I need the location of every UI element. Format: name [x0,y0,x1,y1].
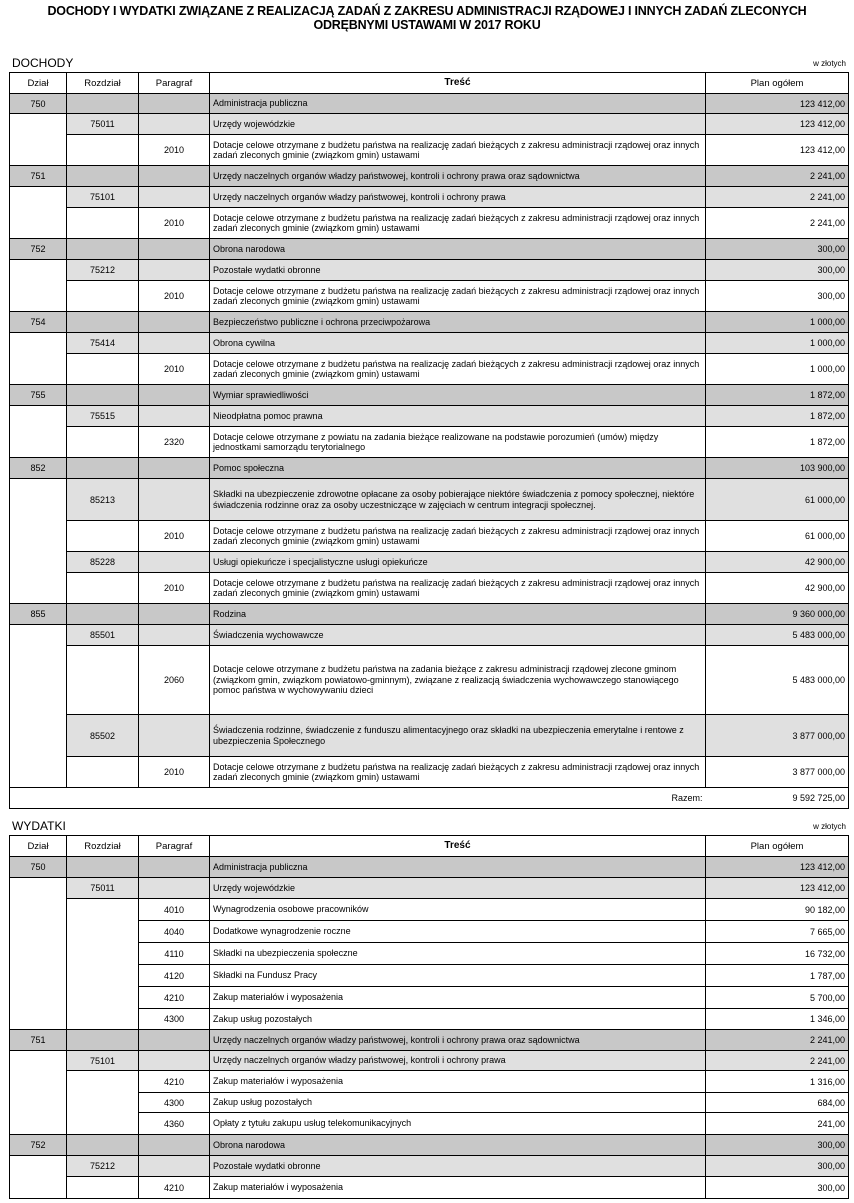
cell-paragraf [139,857,210,878]
cell-tresc: Nieodpłatna pomoc prawna [210,406,706,427]
cell-rozdzial [67,385,139,406]
dochody-header-row [10,73,849,94]
cell-paragraf [139,406,210,427]
cell-rozdzial [67,965,139,987]
cell-tresc: Dotacje celowe otrzymane z budżetu państwa na realizację zadań bieżących z zakresu administracji rządowej oraz innych zadań zleconych gminie (związkom gmin) ustawami [210,135,706,166]
cell-plan: 300,00 [706,239,849,260]
cell-rozdzial [67,857,139,878]
cell-plan: 123 412,00 [706,878,849,899]
table-row [10,943,849,965]
cell-rozdzial [67,521,139,552]
cell-rozdzial: 75101 [67,187,139,208]
cell-dzial: 754 [10,312,67,333]
cell-dzial [10,943,67,965]
cell-tresc: Pomoc społeczna [210,458,706,479]
cell-rozdzial: 75515 [67,406,139,427]
cell-tresc: Urzędy naczelnych organów władzy państwowej, kontroli i ochrony prawa oraz sądownictwa [210,1030,706,1051]
total-label: Razem: [10,788,706,809]
cell-rozdzial [67,1009,139,1030]
cell-plan: 2 241,00 [706,208,849,239]
cell-rozdzial: 75011 [67,878,139,899]
cell-rozdzial [67,1030,139,1051]
table-row [10,427,849,458]
column-header-paragraf: Paragraf [139,73,210,94]
cell-rozdzial [67,166,139,187]
cell-paragraf [139,604,210,625]
cell-rozdzial: 75212 [67,260,139,281]
cell-paragraf: 2060 [139,646,210,715]
cell-paragraf [139,458,210,479]
table-row [10,1156,849,1177]
cell-paragraf [139,878,210,899]
cell-rozdzial [67,94,139,114]
cell-tresc: Dotacje celowe otrzymane z budżetu państwa na realizację zadań bieżących z zakresu administracji rządowej oraz innych zadań zleconych gminie (związkom gmin) ustawami [210,208,706,239]
wydatki-header-row [10,836,849,857]
table-row [10,757,849,788]
cell-paragraf [139,1030,210,1051]
cell-paragraf [139,1135,210,1156]
cell-rozdzial [67,312,139,333]
cell-rozdzial [67,943,139,965]
cell-rozdzial [67,458,139,479]
cell-plan: 241,00 [706,1113,849,1135]
table-row [10,921,849,943]
cell-plan: 684,00 [706,1093,849,1113]
cell-plan: 1 000,00 [706,333,849,354]
cell-plan: 1 872,00 [706,406,849,427]
table-row [10,878,849,899]
cell-rozdzial [67,427,139,458]
table-row [10,1135,849,1156]
cell-plan: 1 000,00 [706,312,849,333]
cell-plan: 61 000,00 [706,479,849,521]
cell-plan: 3 877 000,00 [706,715,849,757]
cell-dzial [10,715,67,757]
cell-dzial [10,1177,67,1199]
cell-tresc: Składki na ubezpieczenia społeczne [210,943,706,965]
cell-rozdzial: 85213 [67,479,139,521]
cell-paragraf: 2320 [139,427,210,458]
cell-rozdzial [67,239,139,260]
cell-rozdzial: 75101 [67,1051,139,1071]
cell-plan: 1 316,00 [706,1071,849,1093]
cell-rozdzial [67,1135,139,1156]
cell-paragraf [139,715,210,757]
table-row [10,1030,849,1051]
cell-tresc: Urzędy naczelnych organów władzy państwowej, kontroli i ochrony prawa [210,187,706,208]
cell-rozdzial [67,604,139,625]
cell-paragraf [139,385,210,406]
cell-tresc: Rodzina [210,604,706,625]
table-row [10,521,849,552]
cell-plan: 300,00 [706,1135,849,1156]
wydatki-unit-label: w złotych [813,822,846,831]
table-row [10,573,849,604]
cell-plan: 1 872,00 [706,385,849,406]
cell-rozdzial [67,573,139,604]
cell-dzial [10,878,67,899]
cell-plan: 5 483 000,00 [706,625,849,646]
cell-paragraf [139,166,210,187]
cell-tresc: Opłaty z tytułu zakupu usług telekomunikacyjnych [210,1113,706,1135]
document-title-line-1: DOCHODY I WYDATKI ZWIĄZANE Z REALIZACJĄ ZADAŃ Z ZAKRESU ADMINISTRACJI RZĄDOWEJ I INNYCH ZADAŃ ZLECONYCH [47,4,807,18]
cell-dzial [10,757,67,788]
cell-rozdzial [67,1071,139,1093]
cell-tresc: Dotacje celowe otrzymane z budżetu państwa na realizację zadań bieżących z zakresu administracji rządowej oraz innych zadań zleconych gminie (związkom gmin) ustawami [210,281,706,312]
column-header-rozdzial: Rozdział [67,73,139,94]
cell-plan: 2 241,00 [706,1051,849,1071]
cell-tresc: Dodatkowe wynagrodzenie roczne [210,921,706,943]
table-row [10,987,849,1009]
cell-paragraf [139,312,210,333]
table-row [10,281,849,312]
cell-dzial [10,187,67,208]
cell-dzial [10,260,67,281]
table-row [10,385,849,406]
cell-tresc: Usługi opiekuńcze i specjalistyczne usługi opiekuńcze [210,552,706,573]
table-row [10,857,849,878]
table-row [10,1071,849,1093]
cell-plan: 1 000,00 [706,354,849,385]
cell-rozdzial [67,281,139,312]
cell-tresc: Dotacje celowe otrzymane z budżetu państwa na realizację zadań bieżących z zakresu administracji rządowej oraz innych zadań zleconych gminie (związkom gmin) ustawami [210,757,706,788]
cell-paragraf: 4300 [139,1093,210,1113]
table-row [10,899,849,921]
table-row [10,604,849,625]
cell-plan: 9 360 000,00 [706,604,849,625]
table-row [10,1051,849,1071]
cell-tresc: Urzędy naczelnych organów władzy państwowej, kontroli i ochrony prawa oraz sądownictwa [210,166,706,187]
cell-paragraf: 2010 [139,135,210,166]
cell-dzial [10,135,67,166]
cell-tresc: Świadczenia wychowawcze [210,625,706,646]
dochody-section-header [9,54,848,70]
cell-plan: 2 241,00 [706,166,849,187]
cell-plan: 123 412,00 [706,114,849,135]
cell-dzial [10,114,67,135]
cell-plan: 2 241,00 [706,1030,849,1051]
cell-dzial [10,1051,67,1071]
cell-dzial: 852 [10,458,67,479]
cell-dzial: 752 [10,1135,67,1156]
cell-tresc: Zakup usług pozostałych [210,1093,706,1113]
cell-paragraf: 2010 [139,208,210,239]
cell-dzial [10,921,67,943]
cell-paragraf: 2010 [139,354,210,385]
cell-dzial [10,899,67,921]
table-row [10,625,849,646]
table-row [10,1113,849,1135]
table-row [10,333,849,354]
cell-dzial [10,427,67,458]
table-row [10,208,849,239]
cell-paragraf [139,187,210,208]
cell-paragraf [139,625,210,646]
table-row [10,1093,849,1113]
cell-plan: 5 700,00 [706,987,849,1009]
cell-tresc: Obrona narodowa [210,239,706,260]
cell-tresc: Dotacje celowe otrzymane z powiatu na zadania bieżące realizowane na podstawie porozumień (umów) między jednostkami samorządu terytorialnego [210,427,706,458]
cell-plan: 90 182,00 [706,899,849,921]
dochody-unit-label: w złotych [813,59,846,68]
cell-paragraf: 4300 [139,1009,210,1030]
table-row [10,552,849,573]
cell-dzial [10,965,67,987]
cell-paragraf [139,260,210,281]
cell-paragraf: 4010 [139,899,210,921]
table-row [10,458,849,479]
dochody-table [9,72,849,809]
cell-plan: 3 877 000,00 [706,757,849,788]
cell-plan: 123 412,00 [706,857,849,878]
cell-tresc: Dotacje celowe otrzymane z budżetu państwa na zadania bieżące z zakresu administracji rządowej zlecone gminom (związkom gmin, związkom powiatowo-gminnym), związane z realizacją świadczenia wychowawczego stanowiącego pomoc państwa w wychowywaniu dzieci [210,646,706,715]
cell-rozdzial [67,921,139,943]
cell-tresc: Urzędy wojewódzkie [210,878,706,899]
cell-rozdzial [67,899,139,921]
table-row [10,1177,849,1199]
table-row [10,114,849,135]
cell-paragraf [139,1156,210,1177]
table-row [10,406,849,427]
cell-rozdzial [67,757,139,788]
cell-dzial [10,281,67,312]
cell-paragraf: 2010 [139,757,210,788]
column-header-tresc: Treść [210,836,706,857]
cell-plan: 123 412,00 [706,135,849,166]
cell-rozdzial [67,135,139,166]
cell-tresc: Pozostałe wydatki obronne [210,260,706,281]
cell-dzial [10,1156,67,1177]
cell-paragraf: 4040 [139,921,210,943]
cell-tresc: Urzędy naczelnych organów władzy państwowej, kontroli i ochrony prawa [210,1051,706,1071]
cell-paragraf [139,479,210,521]
table-row [10,1009,849,1030]
cell-paragraf: 4210 [139,1071,210,1093]
cell-paragraf: 4360 [139,1113,210,1135]
cell-tresc: Zakup usług pozostałych [210,1009,706,1030]
cell-paragraf: 4210 [139,987,210,1009]
cell-tresc: Dotacje celowe otrzymane z budżetu państwa na realizację zadań bieżących z zakresu administracji rządowej oraz innych zadań zleconych gminie (związkom gmin) ustawami [210,354,706,385]
cell-dzial: 751 [10,166,67,187]
cell-plan: 300,00 [706,260,849,281]
cell-paragraf: 2010 [139,521,210,552]
cell-dzial: 750 [10,857,67,878]
cell-dzial [10,1113,67,1135]
table-row [10,715,849,757]
cell-rozdzial [67,354,139,385]
cell-plan: 61 000,00 [706,521,849,552]
cell-paragraf: 2010 [139,281,210,312]
table-row [10,646,849,715]
cell-tresc: Wymiar sprawiedliwości [210,385,706,406]
cell-dzial [10,573,67,604]
column-header-plan: Plan ogółem [706,73,849,94]
cell-paragraf: 2010 [139,573,210,604]
cell-tresc: Obrona narodowa [210,1135,706,1156]
cell-plan: 123 412,00 [706,94,849,114]
dochody-total-row [10,788,849,809]
document-title [0,4,854,32]
cell-rozdzial: 75414 [67,333,139,354]
cell-dzial [10,1093,67,1113]
cell-dzial [10,521,67,552]
cell-dzial [10,479,67,521]
cell-plan: 300,00 [706,281,849,312]
cell-rozdzial [67,208,139,239]
cell-tresc: Zakup materiałów i wyposażenia [210,1071,706,1093]
wydatki-section-title: WYDATKI [12,819,66,833]
cell-rozdzial [67,646,139,715]
cell-plan: 300,00 [706,1177,849,1199]
dochody-section-title: DOCHODY [12,56,74,70]
cell-plan: 1 872,00 [706,427,849,458]
cell-paragraf [139,239,210,260]
table-row [10,260,849,281]
cell-tresc: Dotacje celowe otrzymane z budżetu państwa na realizację zadań bieżących z zakresu administracji rządowej oraz innych zadań zleconych gminie (związkom gmin) ustawami [210,573,706,604]
total-value: 9 592 725,00 [706,788,849,809]
cell-tresc: Zakup materiałów i wyposażenia [210,1177,706,1199]
cell-dzial [10,646,67,715]
cell-rozdzial: 75212 [67,1156,139,1177]
cell-plan: 5 483 000,00 [706,646,849,715]
cell-paragraf [139,94,210,114]
column-header-paragraf: Paragraf [139,836,210,857]
cell-plan: 42 900,00 [706,573,849,604]
cell-dzial: 751 [10,1030,67,1051]
table-row [10,135,849,166]
cell-dzial [10,625,67,646]
cell-plan: 42 900,00 [706,552,849,573]
cell-paragraf: 4110 [139,943,210,965]
cell-dzial [10,552,67,573]
cell-tresc: Świadczenia rodzinne, świadczenie z funduszu alimentacyjnego oraz składki na ubezpieczenia emerytalne i rentowe z ubezpieczenia Społecznego [210,715,706,757]
cell-tresc: Składki na ubezpieczenie zdrowotne opłacane za osoby pobierające niektóre świadczenia z pomocy społecznej, niektóre świadczenia rodzinne oraz za osoby uczestniczące w zajęciach w centrum integracji społecznej. [210,479,706,521]
column-header-rozdzial: Rozdział [67,836,139,857]
cell-dzial [10,208,67,239]
cell-tresc: Składki na Fundusz Pracy [210,965,706,987]
cell-dzial [10,406,67,427]
cell-dzial: 750 [10,94,67,114]
cell-dzial: 755 [10,385,67,406]
column-header-dzial: Dział [10,836,67,857]
cell-plan: 7 665,00 [706,921,849,943]
cell-dzial [10,1071,67,1093]
wydatki-section-header [9,817,848,833]
cell-dzial: 752 [10,239,67,260]
column-header-tresc: Treść [210,73,706,94]
column-header-dzial: Dział [10,73,67,94]
cell-rozdzial: 85228 [67,552,139,573]
cell-dzial [10,1009,67,1030]
table-row [10,239,849,260]
cell-plan: 300,00 [706,1156,849,1177]
cell-tresc: Zakup materiałów i wyposażenia [210,987,706,1009]
cell-plan: 1 346,00 [706,1009,849,1030]
table-row [10,312,849,333]
cell-tresc: Administracja publiczna [210,857,706,878]
cell-dzial [10,354,67,385]
cell-rozdzial [67,1177,139,1199]
table-row [10,94,849,114]
cell-dzial: 855 [10,604,67,625]
cell-tresc: Administracja publiczna [210,94,706,114]
cell-tresc: Pozostałe wydatki obronne [210,1156,706,1177]
table-row [10,479,849,521]
cell-paragraf: 4210 [139,1177,210,1199]
cell-tresc: Bezpieczeństwo publiczne i ochrona przeciwpożarowa [210,312,706,333]
cell-tresc: Urzędy wojewódzkie [210,114,706,135]
cell-paragraf [139,1051,210,1071]
cell-rozdzial: 85502 [67,715,139,757]
table-row [10,166,849,187]
cell-paragraf [139,114,210,135]
cell-tresc: Dotacje celowe otrzymane z budżetu państwa na realizację zadań bieżących z zakresu administracji rządowej oraz innych zadań zleconych gminie (związkom gmin) ustawami [210,521,706,552]
cell-rozdzial [67,1093,139,1113]
column-header-plan: Plan ogółem [706,836,849,857]
cell-paragraf [139,552,210,573]
cell-paragraf [139,333,210,354]
cell-rozdzial [67,1113,139,1135]
cell-rozdzial: 75011 [67,114,139,135]
cell-plan: 1 787,00 [706,965,849,987]
table-row [10,965,849,987]
cell-plan: 16 732,00 [706,943,849,965]
cell-tresc: Wynagrodzenia osobowe pracowników [210,899,706,921]
wydatki-table [9,835,849,1199]
cell-paragraf: 4120 [139,965,210,987]
cell-dzial [10,333,67,354]
cell-plan: 2 241,00 [706,187,849,208]
cell-tresc: Obrona cywilna [210,333,706,354]
table-row [10,354,849,385]
cell-dzial [10,987,67,1009]
table-row [10,187,849,208]
document-title-line-2: ODRĘBNYMI USTAWAMI W 2017 ROKU [313,18,541,32]
cell-rozdzial [67,987,139,1009]
cell-plan: 103 900,00 [706,458,849,479]
cell-rozdzial: 85501 [67,625,139,646]
